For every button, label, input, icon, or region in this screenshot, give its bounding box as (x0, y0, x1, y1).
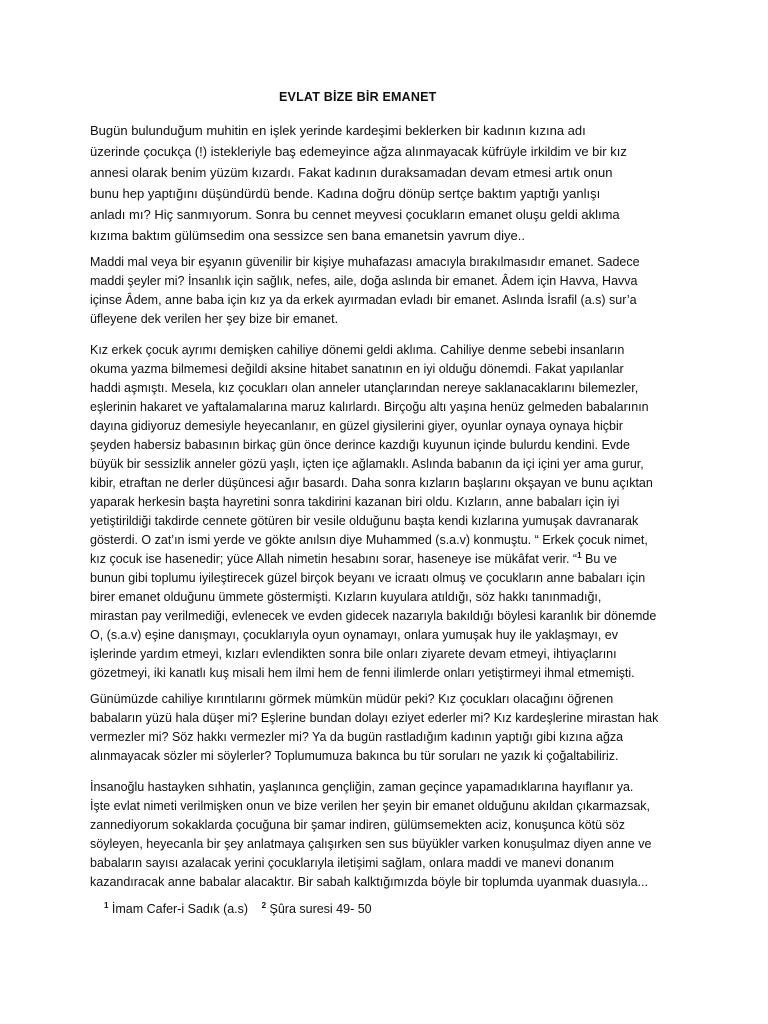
paragraph-5 (90, 778, 690, 892)
footnote-1 (104, 902, 248, 916)
text-line: zannediyorum sokaklarda çocuğuna bir şamar indiren, gülümsemekten aciz, konuşunca kötü söz (90, 818, 626, 832)
text-line: babaların sayısı azalacak yerini çocuklarıyla iletişimi sağlam, onlara maddi ve manevi donanım (90, 856, 614, 870)
text-line: mirastan pay verilmediği, evlenecek ve evden gidecek nazarıyla bakıldığı böylesi karanlık bir dönemde (90, 609, 657, 623)
footnote-number: 1 (104, 900, 109, 910)
paragraph-3 (90, 341, 690, 683)
text-line: bunun gibi toplumu iyileştirecek güzel birçok beyanı ve icraatı olmuş ve çocukların anne babaları için (90, 571, 646, 585)
text-line: eşlerinin hakaret ve yaftalamalarına maruz kalırlardı. Birçoğu altı yaşına henüz gelmeden babalarının (90, 400, 649, 414)
footnote-text: İmam Cafer-i Sadık (a.s) (108, 902, 249, 916)
text-line: Kız erkek çocuk ayrımı demişken cahiliye dönemi geldi aklıma. Cahiliye denme sebebi insanların (90, 343, 625, 357)
text-line: büyük bir sessizlik anneler gözü yaşlı, içten içe ağlamaklı. Aslında babanın da içi içini yer ama gurur, (90, 457, 644, 471)
text-line: üfleyene dek verilen her şey bize bir emanet. (90, 312, 339, 326)
text-line: kibir, etraftan ne derler düşüncesi ağır basardı. Daha sonra kızların başlarını okşayan ve bunu açıktan (90, 476, 653, 490)
footnote-text: Şûra suresi 49- 50 (266, 902, 372, 916)
text-line: dayına gidiyoruz demesiyle heyecanlanır, en güzel giysilerini giyer, oyunlar oynaya oynaya hiçbir (90, 419, 623, 433)
text-line: bunu hep yaptığını düşündürdü bende. Kadına doğru dönüp sertçe baktım yaptığı yanlışı (90, 186, 601, 201)
text-line: söyleyen, heyecanla bir şey anlatmaya çalışırken sen sus büyükler varken konuşulmaz diyen anne ve (90, 837, 652, 851)
text-line: anladı mı? Hiç sanmıyorum. Sonra bu cennet meyvesi çocukların emanet oluşu geldi aklıma (90, 207, 620, 222)
text-line: Bugün bulunduğum muhitin en işlek yerinde kardeşimi beklerken bir kadının kızına adı (90, 123, 586, 138)
text-line: işlerinde yardım etmeyi, kızları evlendikten sonra bile onları ziyarete devam etmeyi, ihtiyaçlarını (90, 647, 617, 661)
text-line: babaların yüzü hala düşer mi? Eşlerine bundan dolayı eziyet ederler mi? Kız kardeşlerine mirastan hak (90, 711, 659, 725)
text-line: kızıma baktım gülümsedim ona sessizce sen bana emanetsin yavrum diye.. (90, 228, 525, 243)
footnote-ref-1: 1 (577, 550, 582, 560)
text-line: gözetmeyi, iki kanatlı kuş misali hem ilmi hem de fenni ilimlerde onları yetiştirmeyi ihmal etmemişti. (90, 666, 635, 680)
text-segment: Bu ve (581, 552, 617, 566)
text-line: annesi olarak benim yüzüm kızardı. Fakat kadının duraksamadan devam etmesi artık onun (90, 165, 613, 180)
text-segment: kız çocuk ise hasenedir; yüce Allah nimetin hesabını sorar, haseneye ise mükâfat verir. “ (90, 552, 578, 566)
footnote-2 (262, 902, 372, 916)
text-line: Günümüzde cahiliye kırıntılarını görmek mümkün müdür peki? Kız çocukları olacağını öğrenen (90, 692, 614, 706)
text-line: vermezler mi? Söz hakkı vermezler mi? Ya da bugün rastladığım kadının yaptığı gibi kızına ağza (90, 730, 624, 744)
text-line: İnsanoğlu hastayken sıhhatin, yaşlanınca gençliğin, zaman geçince yapamadıklarına hayıflanır ya. (90, 780, 634, 794)
paragraph-4 (90, 690, 690, 766)
text-line: kazandıracak anne babalar alacaktır. Bir sabah kalktığımızda böyle bir toplumda uyanmak duasıyla... (90, 875, 648, 889)
text-line: içinse Âdem, anne baba için kız ya da erkek ayırmadan evladı bir emanet. Aslında İsrafil (a.s) sur’a (90, 293, 637, 307)
footnote-number: 2 (261, 900, 267, 910)
text-line: gösterdi. O zat’ın ismi yerde ve gökte anılsın diye Muhammed (s.a.v) konmuştu. “ Erkek çocuk nimet, (90, 533, 648, 547)
paragraph-1 (90, 120, 690, 246)
text-line: Maddi mal veya bir eşyanın güvenilir bir kişiye muhafazası amacıyla bırakılmasıdır emanet. Sadece (90, 255, 640, 269)
paragraph-2 (90, 253, 690, 329)
text-line: üzerinde çocukça (!) istekleriyle baş edemeyince ağza alınmayacak küfrüyle irkildim ve bir kız (90, 144, 627, 159)
text-line: yaparak herkesin başta hayretini sonra takdirini kazanan biri oldu. Kızların, anne babaları için iyi (90, 495, 620, 509)
text-line-with-footnote (90, 550, 690, 569)
text-line: haddi aşmıştı. Mesela, kız çocukları olan anneler utançlarından nereye saklanacaklarını bilemezler, (90, 381, 639, 395)
text-line: alınmayacak sözler mi söylerler? Toplumumuza bakınca bu tür soruları ne yazık ki çoğaltabiliriz. (90, 749, 619, 763)
text-line: şeyden habersiz babasının birkaç gün önce derince kazdığı kuyunun içinde bulurdu kendini. Evde (90, 438, 630, 452)
document-title: EVLAT BİZE BİR EMANET (279, 90, 437, 104)
footnotes (104, 902, 382, 916)
text-line: O, (s.a.v) eşine danışmayı, çocuklarıyla oyun oynamayı, onlara yumuşak huy ile yaklaşmayı, ev (90, 628, 619, 642)
text-line: birer emanet olduğunu ümmete göstermişti. Kızların kuyulara atıldığı, söz hakkı tanınmadığı, (90, 590, 602, 604)
text-line: maddi şeyler mi? İnsanlık için sağlık, nefes, aile, doğa aslında bir emanet. Âdem için Havva, Havva (90, 274, 638, 288)
text-line: İşte evlat nimeti verilmişken onun ve bize verilen her şeyin bir emanet olduğunu akıldan çıkarmazsak, (90, 799, 650, 813)
text-line: yetiştirildiği takdirde cennete götüren bir vesile olduğunu başta kendi kızlarına yumuşak davranarak (90, 514, 639, 528)
text-line: okuma yazma bilmemesi değildi aksine hitabet sanatının en iyi olduğu dönemdi. Fakat yapılanlar (90, 362, 624, 376)
